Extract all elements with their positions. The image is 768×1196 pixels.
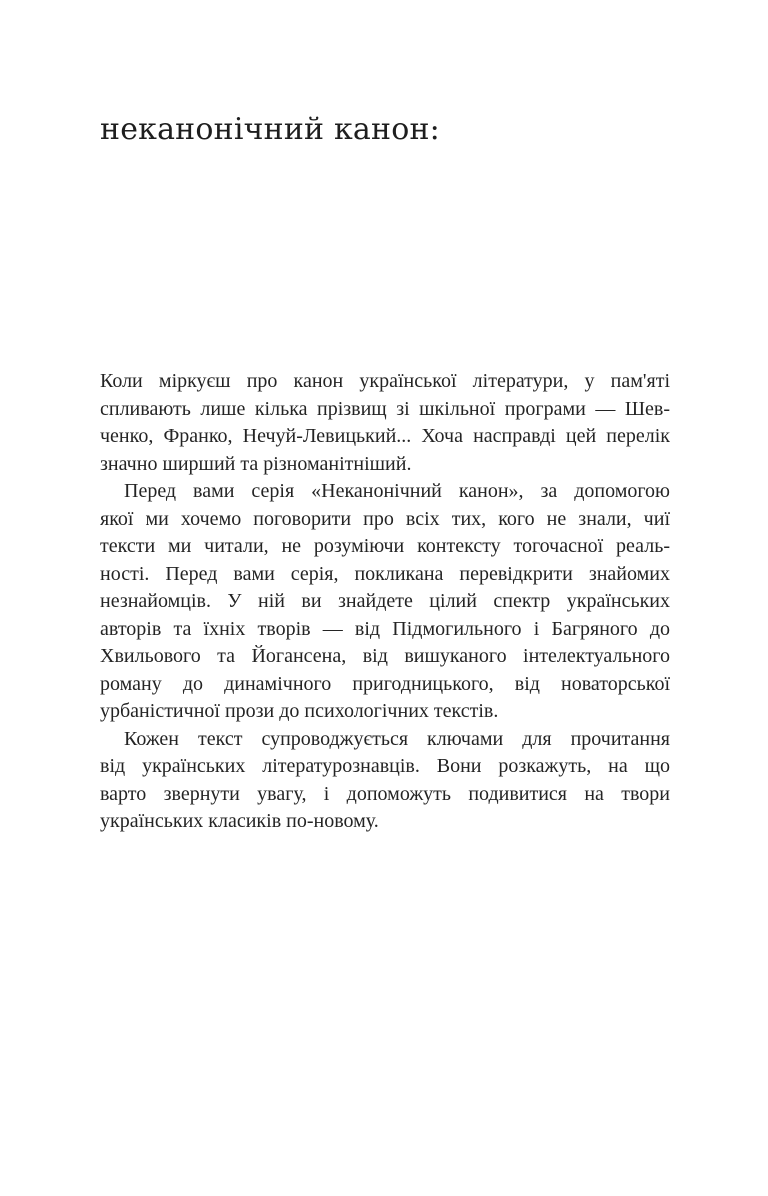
text-line: Перед вами серія «Неканонічний канон», за допомогою <box>124 480 670 502</box>
text-line: значно ширший та різноманітніший. <box>100 452 412 475</box>
text-line: роману до динамічного пригодницького, від новаторської <box>100 672 670 695</box>
text-line: Кожен текст супроводжується ключами для прочитання <box>124 727 670 750</box>
text-line: варто звернути увагу, і допоможуть подивитися на твори <box>100 782 670 805</box>
text-line: спливають лише кілька прізвищ зі шкільної програми — Шев- <box>100 397 670 420</box>
text-line: урбаністичної прози до психологічних текстів. <box>100 700 499 722</box>
text-line: Коли міркуєш про канон української літератури, у пам'яті <box>100 370 670 392</box>
text-line: українських класиків по-новому. <box>100 810 379 832</box>
text-line: Хвильового та Йогансена, від вишуканого інтелектуального <box>100 645 670 667</box>
text-line: авторів та їхніх творів — від Підмогильного і Багряного до <box>100 617 670 640</box>
text-line: незнайомців. У ній ви знайдете цілий спектр українських <box>100 590 670 612</box>
page-title: неканонічний канон: <box>100 112 440 147</box>
text-line: якої ми хочемо поговорити про всіх тих, кого не знали, чиї <box>100 507 670 530</box>
text-line: тексти ми читали, не розуміючи контексту тогочасної реаль- <box>100 535 670 557</box>
text-line: ченко, Франко, Нечуй-Левицький... Хоча насправді цей перелік <box>100 425 670 447</box>
text-line: ності. Перед вами серія, покликана перевідкрити знайомих <box>100 562 670 585</box>
text-line: від українських літературознавців. Вони розкажуть, на що <box>100 755 670 777</box>
body-text <box>100 368 670 836</box>
